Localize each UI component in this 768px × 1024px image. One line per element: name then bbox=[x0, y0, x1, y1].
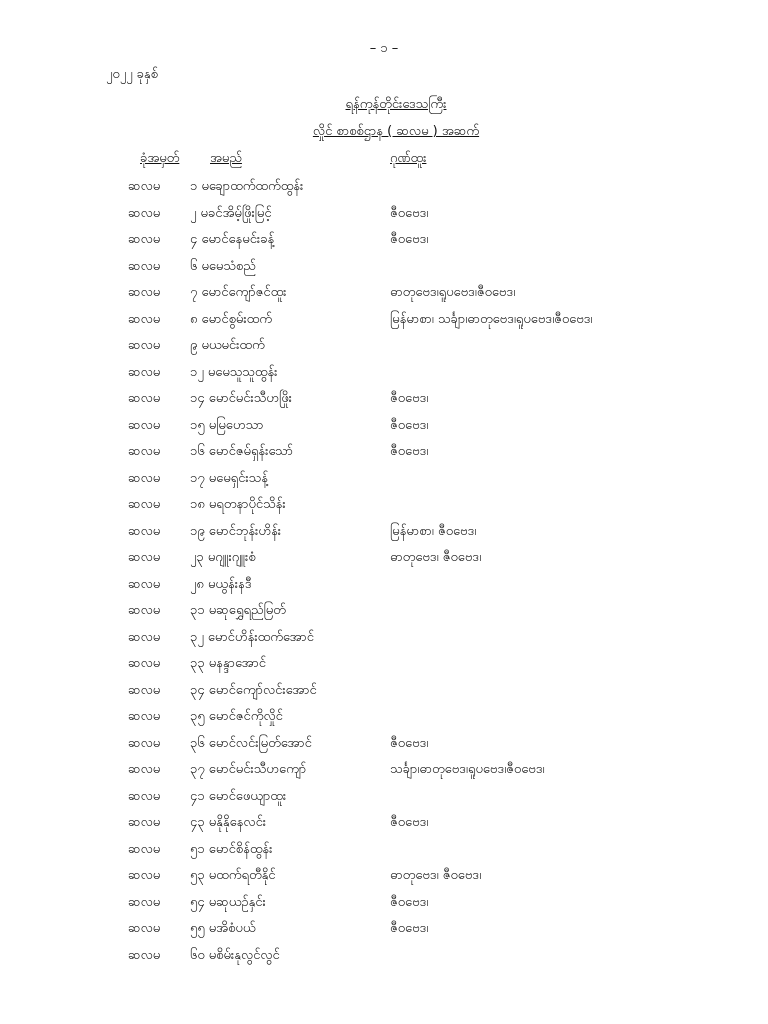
distinction-subjects: ဇီဝဗေဒ၊ bbox=[390, 894, 429, 910]
roll-prefix: ဆလမ bbox=[128, 815, 161, 830]
roll-prefix: ဆလမ bbox=[128, 629, 161, 645]
table-row bbox=[0, 892, 768, 919]
student-name: ၂၃ မဂျူးဂျူးစံ bbox=[190, 550, 256, 565]
table-row bbox=[0, 918, 768, 945]
roll-prefix: ဆလမ bbox=[128, 841, 161, 857]
student-name: ၅၃ မထက်ရတီနိုင် bbox=[190, 868, 276, 883]
table-row bbox=[0, 494, 768, 521]
roll-prefix: ဆလမ bbox=[128, 179, 161, 194]
table-row bbox=[0, 441, 768, 468]
student-name: ၅၁ မောင်စိန်ထွန်း bbox=[190, 841, 273, 857]
roll-prefix: ဆလမ bbox=[128, 470, 161, 486]
roll-prefix: ဆလမ bbox=[128, 735, 161, 751]
student-name: ၅၄ မဆုယဉ်နှင်း bbox=[190, 894, 266, 910]
roll-prefix: ဆလမ bbox=[128, 788, 161, 804]
roll-prefix: ဆလမ bbox=[128, 921, 161, 936]
table-row bbox=[0, 839, 768, 866]
distinction-subjects: ဇီဝဗေဒ၊ bbox=[390, 921, 429, 936]
table-row bbox=[0, 362, 768, 389]
student-name: ၇ မောင်ကျော်ဇင်ထူး bbox=[190, 285, 287, 300]
table-row bbox=[0, 388, 768, 415]
distinction-subjects: ဓာတုဗေဒ၊ရူပဗေဒ၊ဇီဝဗေဒ၊ bbox=[390, 285, 516, 300]
student-name: ၁ မချောထက်ထက်ထွန်း bbox=[190, 179, 304, 194]
distinction-subjects: ဓာတုဗေဒ၊ ဇီဝဗေဒ၊ bbox=[390, 868, 482, 883]
table-row bbox=[0, 680, 768, 707]
table-row bbox=[0, 415, 768, 442]
roll-prefix: ဆလမ bbox=[128, 682, 161, 698]
roll-prefix: ဆလမ bbox=[128, 285, 161, 300]
student-name: ၈ မောင်စွမ်းထက် bbox=[190, 311, 272, 327]
student-name: ၃၄ မောင်ကျော်လင်းအောင် bbox=[190, 682, 317, 698]
table-row bbox=[0, 706, 768, 733]
results-list bbox=[0, 176, 768, 971]
student-name: ၂ မခင်အိမ့်ဖြိုးမြင့် bbox=[190, 205, 272, 221]
student-name: ၃၃ မနန္ဒာအောင် bbox=[190, 656, 267, 671]
distinction-subjects: ဇီဝဗေဒ၊ bbox=[390, 391, 429, 406]
roll-prefix: ဆလမ bbox=[128, 338, 161, 353]
roll-prefix: ဆလမ bbox=[128, 709, 161, 724]
distinction-subjects: ဇီဝဗေဒ၊ bbox=[390, 735, 429, 751]
roll-prefix: ဆလမ bbox=[128, 497, 161, 512]
roll-prefix: ဆလမ bbox=[128, 550, 161, 565]
page-number: – ၁ – bbox=[369, 41, 399, 56]
student-name: ၁၅ မမြဟေသာ bbox=[190, 417, 264, 433]
table-row bbox=[0, 759, 768, 786]
table-row bbox=[0, 865, 768, 892]
table-row bbox=[0, 733, 768, 760]
year-label: ၂၀၂၂ ခုနှစ် bbox=[106, 67, 158, 82]
distinction-subjects: ဇီဝဗေဒ၊ bbox=[390, 417, 429, 433]
distinction-subjects: သင်္ချာ၊ဓာတုဗေဒ၊ရူပဗေဒ၊ဇီဝဗေဒ၊ bbox=[390, 762, 545, 777]
table-row bbox=[0, 574, 768, 601]
student-name: ၁၇ မမေရှင်းသန့် bbox=[190, 470, 268, 486]
roll-prefix: ဆလမ bbox=[128, 205, 161, 221]
student-name: ၉ မယမင်းထက် bbox=[190, 338, 265, 353]
student-name: ၆ မမေသံစည် bbox=[190, 258, 256, 274]
table-row bbox=[0, 256, 768, 283]
header-distinction: ဂုဏ်ထူး bbox=[390, 151, 427, 166]
roll-prefix: ဆလမ bbox=[128, 391, 161, 406]
table-row bbox=[0, 203, 768, 230]
table-row bbox=[0, 229, 768, 256]
student-name: ၃၆ မောင်လင်းမြတ်အောင် bbox=[190, 735, 312, 751]
student-name: ၃၂ မောင်ဟိန်းထက်အောင် bbox=[190, 629, 314, 645]
student-name: ၄၃ မနိုနိုနေလင်း bbox=[190, 815, 267, 830]
student-name: ၃၅ မောင်ဇင်ကိုလှိုင် bbox=[190, 709, 283, 724]
table-row bbox=[0, 945, 768, 972]
distinction-subjects: ဇီဝဗေဒ၊ bbox=[390, 815, 429, 830]
student-name: ၁၉ မောင်ဘုန်းဟိန်း bbox=[190, 523, 282, 539]
distinction-subjects: မြန်မာစာ၊ သင်္ချာ၊ဓာတုဗေဒ၊ရူပဗေဒ၊ဇီဝဗေဒ၊ bbox=[390, 311, 593, 327]
student-name: ၃၁ မဆုရွှေရည်မြတ် bbox=[190, 603, 286, 618]
student-name: ၄ မောင်နေမင်းခန့် bbox=[190, 232, 275, 247]
roll-prefix: ဆလမ bbox=[128, 444, 161, 459]
student-name: ၅၅ မအိစံပယ် bbox=[190, 921, 256, 936]
roll-prefix: ဆလမ bbox=[128, 894, 161, 910]
roll-prefix: ဆလမ bbox=[128, 364, 161, 380]
table-row bbox=[0, 521, 768, 548]
roll-prefix: ဆလမ bbox=[128, 311, 161, 327]
roll-prefix: ဆလမ bbox=[128, 258, 161, 274]
distinction-subjects: ဇီဝဗေဒ၊ bbox=[390, 232, 429, 247]
document-title: ရန်ကုန်တိုင်းဒေသကြီး bbox=[345, 97, 447, 112]
student-name: ၂၈ မယွန်းနဒီ bbox=[190, 576, 252, 592]
student-name: ၁၈ မရတနာပိုင်သိန်း bbox=[190, 497, 286, 512]
roll-prefix: ဆလမ bbox=[128, 762, 161, 777]
table-row bbox=[0, 335, 768, 362]
table-row bbox=[0, 282, 768, 309]
student-name: ၄၁ မောင်ဖေယျာထူး bbox=[190, 788, 287, 804]
student-name: ၁၂ မမေသူသူထွန်း bbox=[190, 364, 278, 380]
header-roll-number: ခုံအမှတ် bbox=[140, 151, 180, 166]
table-row bbox=[0, 812, 768, 839]
table-row bbox=[0, 468, 768, 495]
distinction-subjects: ဓာတုဗေဒ၊ ဇီဝဗေဒ၊ bbox=[390, 550, 482, 565]
table-row bbox=[0, 309, 768, 336]
table-row bbox=[0, 786, 768, 813]
distinction-subjects: ဇီဝဗေဒ၊ bbox=[390, 444, 429, 459]
student-name: ၁၄ မောင်မင်းသီဟဖြိုး bbox=[190, 391, 292, 406]
distinction-subjects: မြန်မာစာ၊ ဇီဝဗေဒ၊ bbox=[390, 523, 477, 539]
roll-prefix: ဆလမ bbox=[128, 232, 161, 247]
roll-prefix: ဆလမ bbox=[128, 576, 161, 592]
student-name: ၆၀ မစိမ်းနုလွင်လွင် bbox=[190, 947, 280, 963]
roll-prefix: ဆလမ bbox=[128, 947, 161, 963]
student-name: ၁၆ မောင်ဇမ်ရှန်းသော် bbox=[190, 444, 293, 459]
table-row bbox=[0, 600, 768, 627]
roll-prefix: ဆလမ bbox=[128, 603, 161, 618]
table-row bbox=[0, 653, 768, 680]
roll-prefix: ဆလမ bbox=[128, 868, 161, 883]
header-name: အမည် bbox=[210, 151, 242, 166]
table-row bbox=[0, 627, 768, 654]
table-row bbox=[0, 176, 768, 203]
distinction-subjects: ဇီဝဗေဒ၊ bbox=[390, 205, 429, 221]
student-name: ၃၇ မောင်မင်းသီဟကျော် bbox=[190, 762, 307, 777]
roll-prefix: ဆလမ bbox=[128, 417, 161, 433]
roll-prefix: ဆလမ bbox=[128, 523, 161, 539]
document-subtitle: လှိုင် စာစစ်ဌာန ( ဆလမ ) အဆက် bbox=[312, 124, 480, 139]
roll-prefix: ဆလမ bbox=[128, 656, 161, 671]
table-row bbox=[0, 547, 768, 574]
